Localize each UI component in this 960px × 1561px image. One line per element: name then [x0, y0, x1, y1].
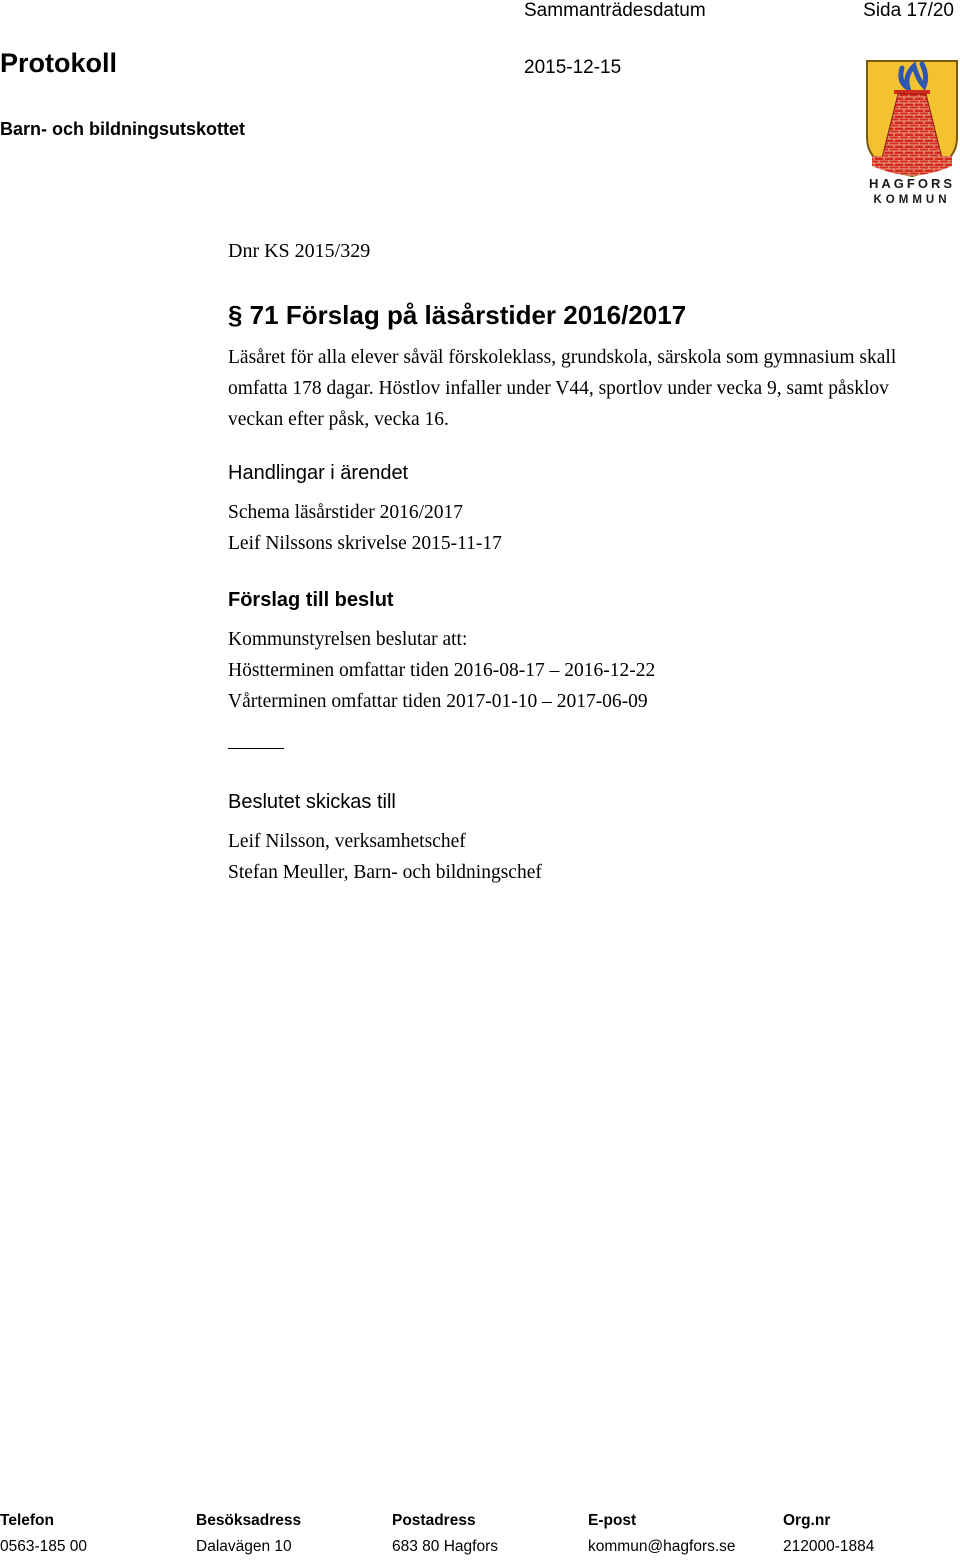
document-title: Protokoll [0, 48, 118, 78]
recipients-list [228, 826, 542, 888]
document-item: Schema läsårstider 2016/2017 [228, 502, 464, 523]
proposal-heading: Förslag till beslut [228, 589, 394, 611]
footer-label-phone: Telefon [0, 1512, 54, 1529]
intro-paragraph: Läsåret för alla elever såväl förskoleklass, grundskola, särskola som gymnasium skall omfatta 178 dagar. Höstlov infaller under V44, sportlov under vecka 9, samt påsklov veckan efter påsk, vecka 16. [228, 347, 897, 430]
documents-heading: Handlingar i ärendet [228, 462, 409, 484]
footer-postal-address: 683 80 Hagfors [392, 1538, 498, 1555]
section-title: § 71 Förslag på läsårstider 2016/2017 [228, 300, 687, 330]
footer-visiting-address: Dalavägen 10 [196, 1538, 292, 1555]
proposal-line: Kommunstyrelsen beslutar att: [228, 629, 468, 650]
proposal-line: Vårterminen omfattar tiden 2017-01-10 – 2017-06-09 [228, 691, 648, 712]
footer-label-org-number: Org.nr [783, 1512, 831, 1529]
case-number: Dnr KS 2015/329 [228, 240, 371, 262]
footer-phone: 0563-185 00 [0, 1538, 88, 1555]
meeting-date-label: Sammanträdesdatum [524, 0, 706, 21]
proposal-line: Höstterminen omfattar tiden 2016-08-17 – 2016-12-22 [228, 660, 656, 681]
footer-label-postal-address: Postadress [392, 1512, 476, 1529]
committee-name: Barn- och bildningsutskottet [0, 119, 245, 139]
recipient-item: Leif Nilsson, verksamhetschef [228, 831, 466, 852]
hagfors-kommun-logo [864, 58, 960, 206]
recipient-item: Stefan Meuller, Barn- och bildningschef [228, 862, 542, 883]
documents-list [228, 497, 502, 559]
footer-email: kommun@hagfors.se [588, 1538, 736, 1555]
document-item: Leif Nilssons skrivelse 2015-11-17 [228, 533, 502, 554]
footer-label-visiting-address: Besöksadress [196, 1512, 302, 1529]
footer-org-number: 212000-1884 [783, 1538, 875, 1555]
logo-text-kommun: KOMMUN [873, 194, 951, 206]
proposal-text [228, 624, 655, 717]
sent-to-heading: Beslutet skickas till [228, 791, 396, 813]
meeting-date: 2015-12-15 [524, 57, 622, 78]
footer-label-email: E-post [588, 1512, 637, 1529]
separator-rule [228, 748, 284, 749]
page-number: Sida 17/20 [863, 0, 954, 21]
coat-of-arms-icon [864, 58, 960, 206]
logo-text-hagfors: HAGFORS [869, 176, 955, 191]
